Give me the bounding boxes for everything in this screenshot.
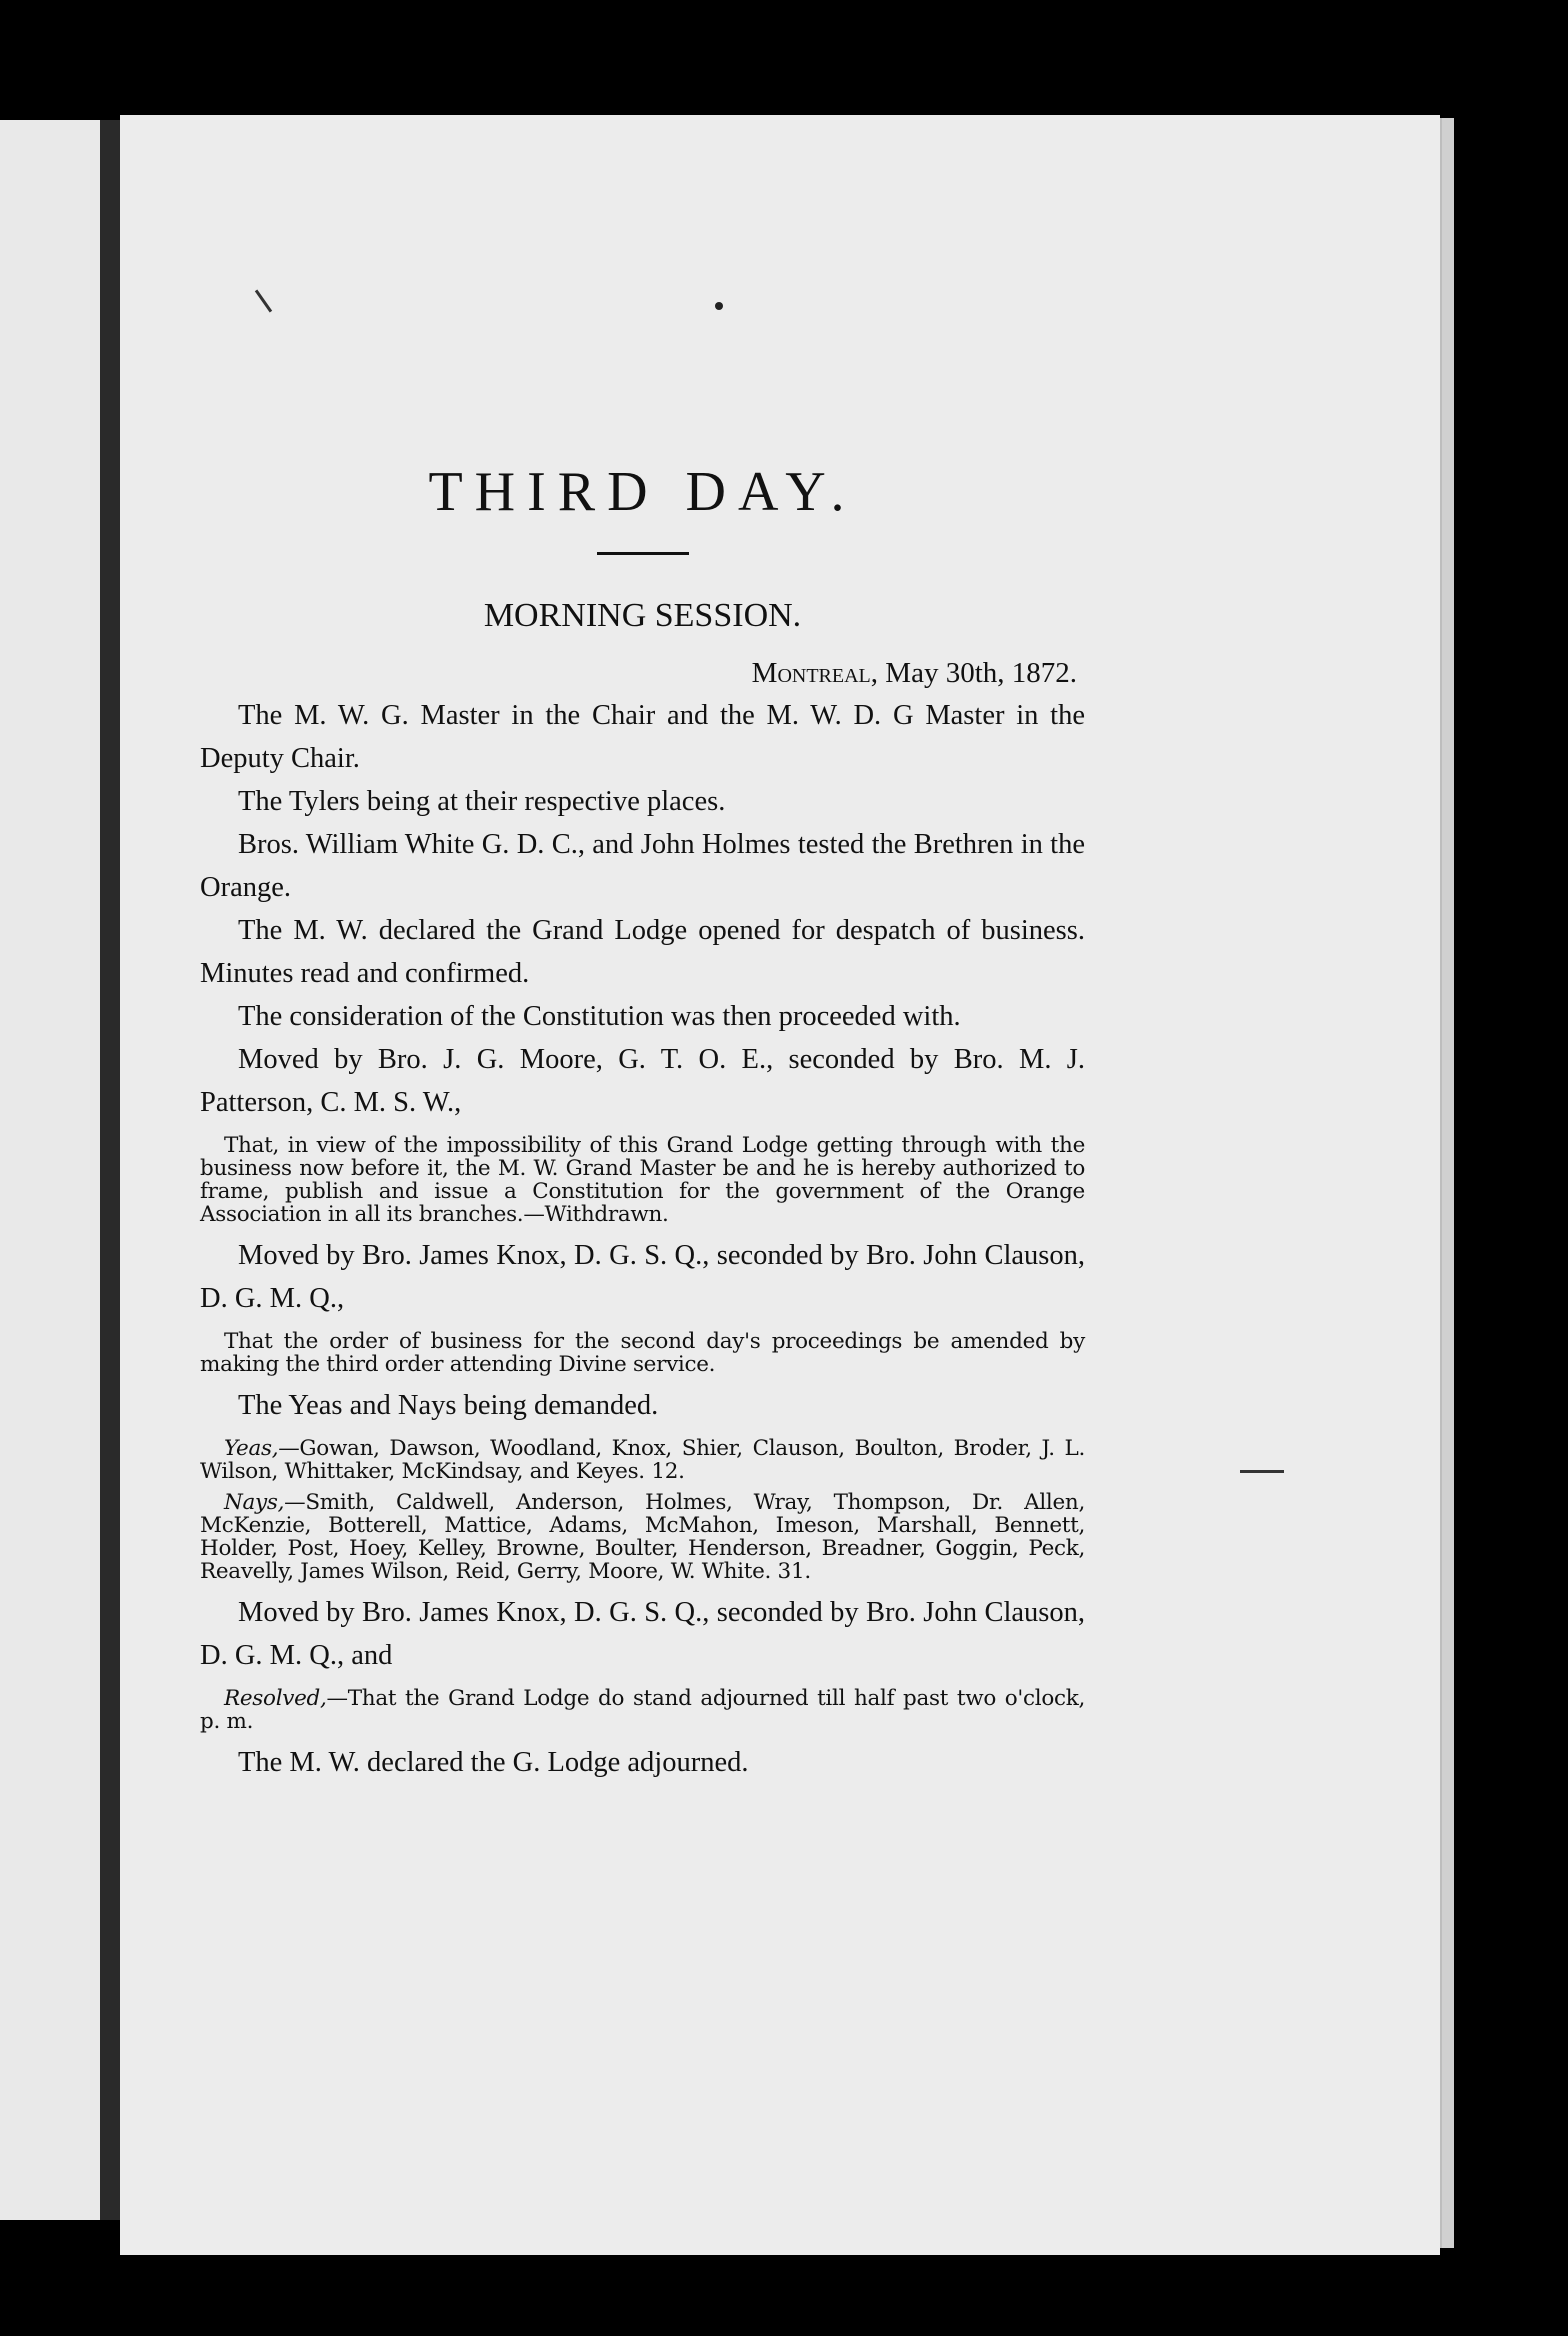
- paragraph-motion-adjourn: Moved by Bro. James Knox, D. G. S. Q., seconded by Bro. John Clauson, D. G. M. Q., and: [200, 1597, 1085, 1671]
- facing-page-edge: [0, 120, 100, 2220]
- resolved-label: Resolved,: [224, 1686, 327, 1711]
- margin-mark: [1240, 1470, 1284, 1473]
- motion-text-order: That the order of business for the second day's proceedings be amended by making the third order attending Divine service.: [200, 1329, 1085, 1377]
- page-title: THIRD DAY.: [428, 461, 857, 523]
- yeas-label: Yeas,: [224, 1436, 279, 1461]
- binding-gutter: [100, 120, 120, 2220]
- title-divider: [597, 552, 689, 555]
- resolved-text: [200, 1687, 1085, 1733]
- page-fore-edge: [1440, 118, 1454, 2248]
- resolved-body: —That the Grand Lodge do stand adjourned till half past two o'clock, p. m.: [200, 1686, 1085, 1734]
- paragraph-constitution: The consideration of the Constitution was then proceeded with.: [238, 1001, 961, 1032]
- session-heading: MORNING SESSION.: [483, 597, 802, 634]
- nays-label: Nays,: [224, 1490, 285, 1515]
- paragraph-opened: The M. W. declared the Grand Lodge opened for despatch of business. Minutes read and confirmed.: [200, 915, 1085, 989]
- paragraph-tylers: The Tylers being at their respective places.: [238, 786, 726, 817]
- motion-text-constitution: That, in view of the impossibility of this Grand Lodge getting through with the business now before it, the M. W. Grand Master be and he is hereby authorized to frame, publish and issue a Constitution for the government of the Orange Association in all its branches.—Withdrawn.: [200, 1133, 1085, 1227]
- paragraph-yeas-nays: The Yeas and Nays being demanded.: [238, 1390, 659, 1421]
- dateline-date: May 30th, 1872.: [885, 657, 1077, 689]
- paragraph-chair: The M. W. G. Master in the Chair and the M. W. D. G Master in the Deputy Chair.: [200, 700, 1085, 774]
- nays-list: [200, 1491, 1085, 1583]
- dateline-city: Montreal,: [751, 657, 879, 689]
- page-content: [200, 460, 1085, 1784]
- paragraph-motion-knox: Moved by Bro. James Knox, D. G. S. Q., seconded by Bro. John Clauson, D. G. M. Q.,: [200, 1240, 1085, 1314]
- paragraph-tested: Bros. William White G. D. C., and John Holmes tested the Brethren in the Orange.: [200, 829, 1085, 903]
- dateline: [200, 657, 1077, 690]
- paragraph-motion-moore: Moved by Bro. J. G. Moore, G. T. O. E., seconded by Bro. M. J. Patterson, C. M. S. W.,: [200, 1044, 1085, 1118]
- ink-speck: [715, 302, 723, 310]
- yeas-list: [200, 1437, 1085, 1483]
- nays-names: —Smith, Caldwell, Anderson, Holmes, Wray, Thompson, Dr. Allen, McKenzie, Botterell, Mattice, Adams, McMahon, Imeson, Marshall, Bennett, Holder, Post, Hoey, Kelley, Browne, Boulter, Henderson, Breadner, Goggin, Peck, Reavelly, James Wilson, Reid, Gerry, Moore, W. White. 31.: [200, 1490, 1085, 1584]
- yeas-names: —Gowan, Dawson, Woodland, Knox, Shier, Clauson, Boulton, Broder, J. L. Wilson, Whittaker, McKindsay, and Keyes. 12.: [200, 1436, 1085, 1484]
- paragraph-adjourned: The M. W. declared the G. Lodge adjourned.: [238, 1747, 749, 1778]
